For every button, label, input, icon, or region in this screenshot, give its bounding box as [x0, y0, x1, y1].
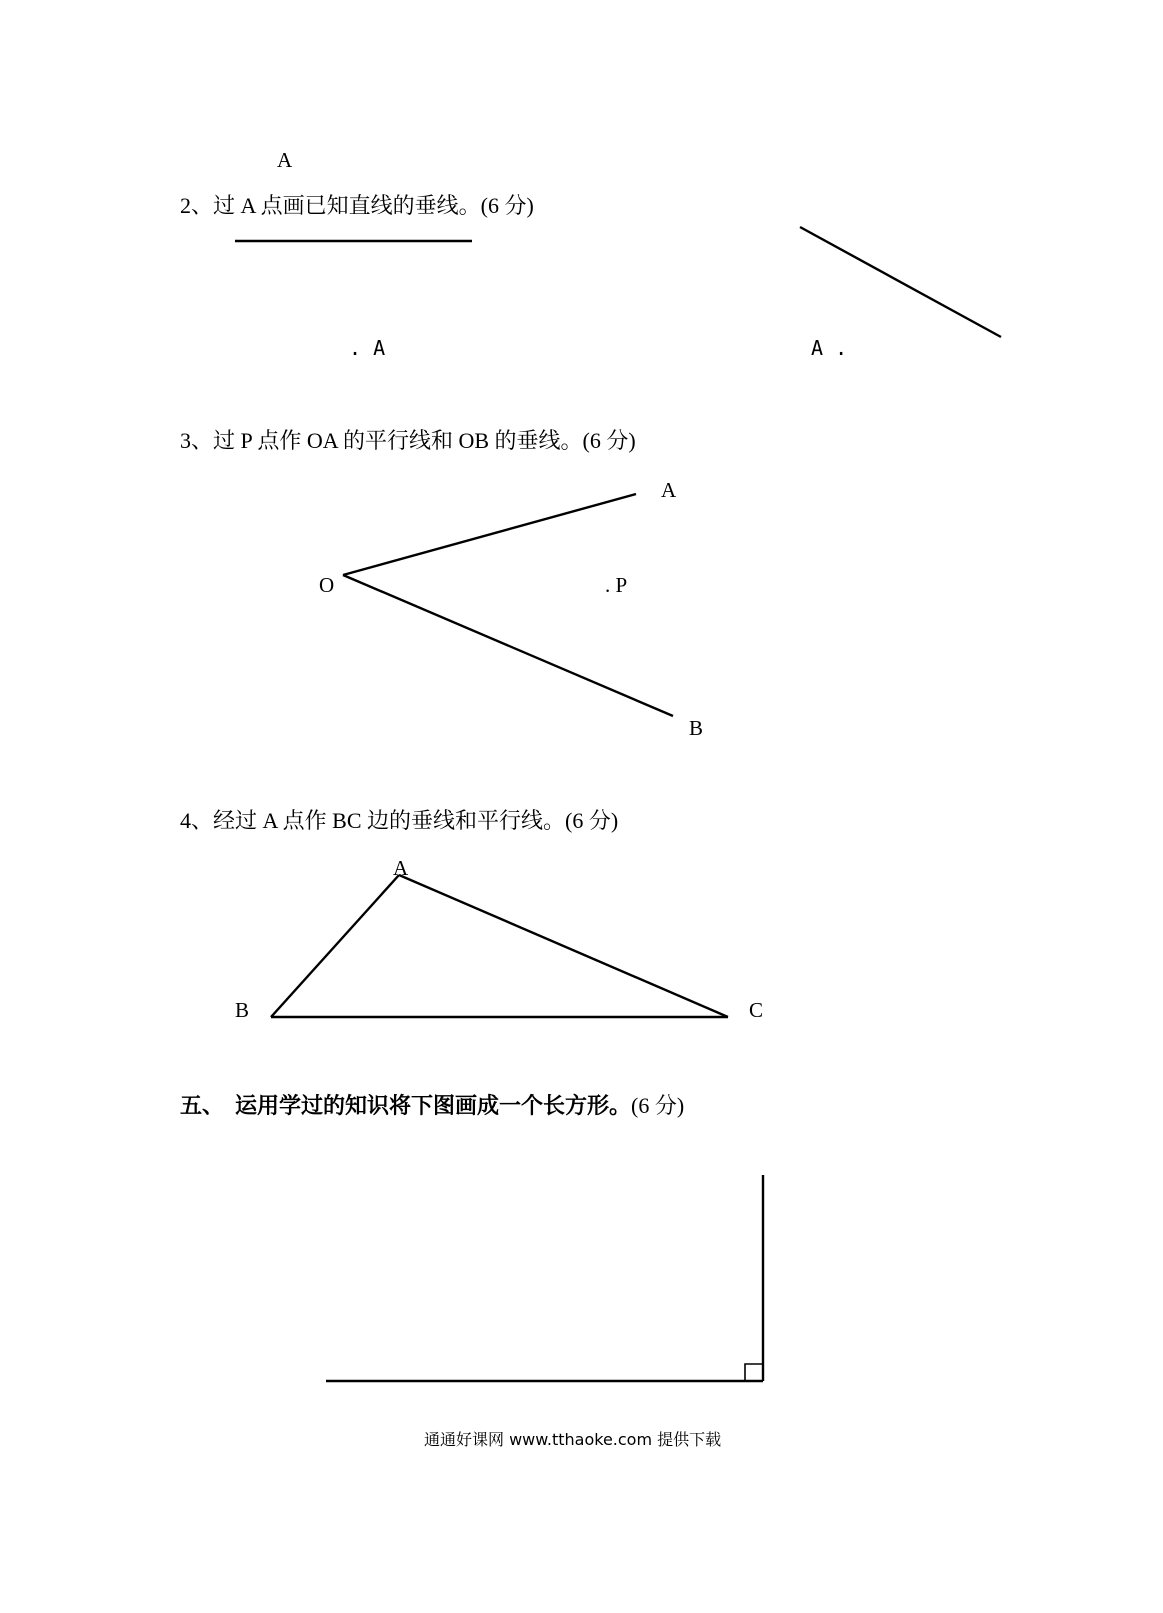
q3-label-o: O [319, 573, 335, 597]
question-4-text: 4、经过 A 点作 BC 边的垂线和平行线。(6 分) [180, 808, 619, 833]
q4-side-ac [399, 875, 728, 1017]
q3-ray-ob [343, 575, 673, 716]
question-2-text: 2、过 A 点画已知直线的垂线。(6 分) [180, 193, 534, 218]
q2-right-given-line [800, 227, 1001, 337]
q4-side-ab [271, 875, 399, 1017]
s5-right-angle-mark [745, 1364, 763, 1381]
q4-label-a: A [393, 856, 409, 880]
section-5-points: (6 分) [631, 1093, 685, 1118]
q3-label-b: B [689, 716, 704, 740]
q4-label-c: C [749, 998, 764, 1022]
q4-label-b: B [235, 998, 250, 1022]
q2-right-point-label: A . [811, 336, 848, 360]
q3-ray-oa [343, 494, 636, 575]
q3-label-p: . P [605, 573, 628, 597]
footer-credit: 通通好课网 www.tthaoke.com 提供下载 [424, 1430, 722, 1449]
top-point-label-a: A [277, 148, 293, 172]
question-3-text: 3、过 P 点作 OA 的平行线和 OB 的垂线。(6 分) [180, 428, 636, 453]
q3-label-a: A [661, 478, 677, 502]
section-5-heading-text: 五、 运用学过的知识将下图画成一个长方形。 [180, 1093, 632, 1118]
q2-left-point-label: . A [349, 336, 386, 360]
